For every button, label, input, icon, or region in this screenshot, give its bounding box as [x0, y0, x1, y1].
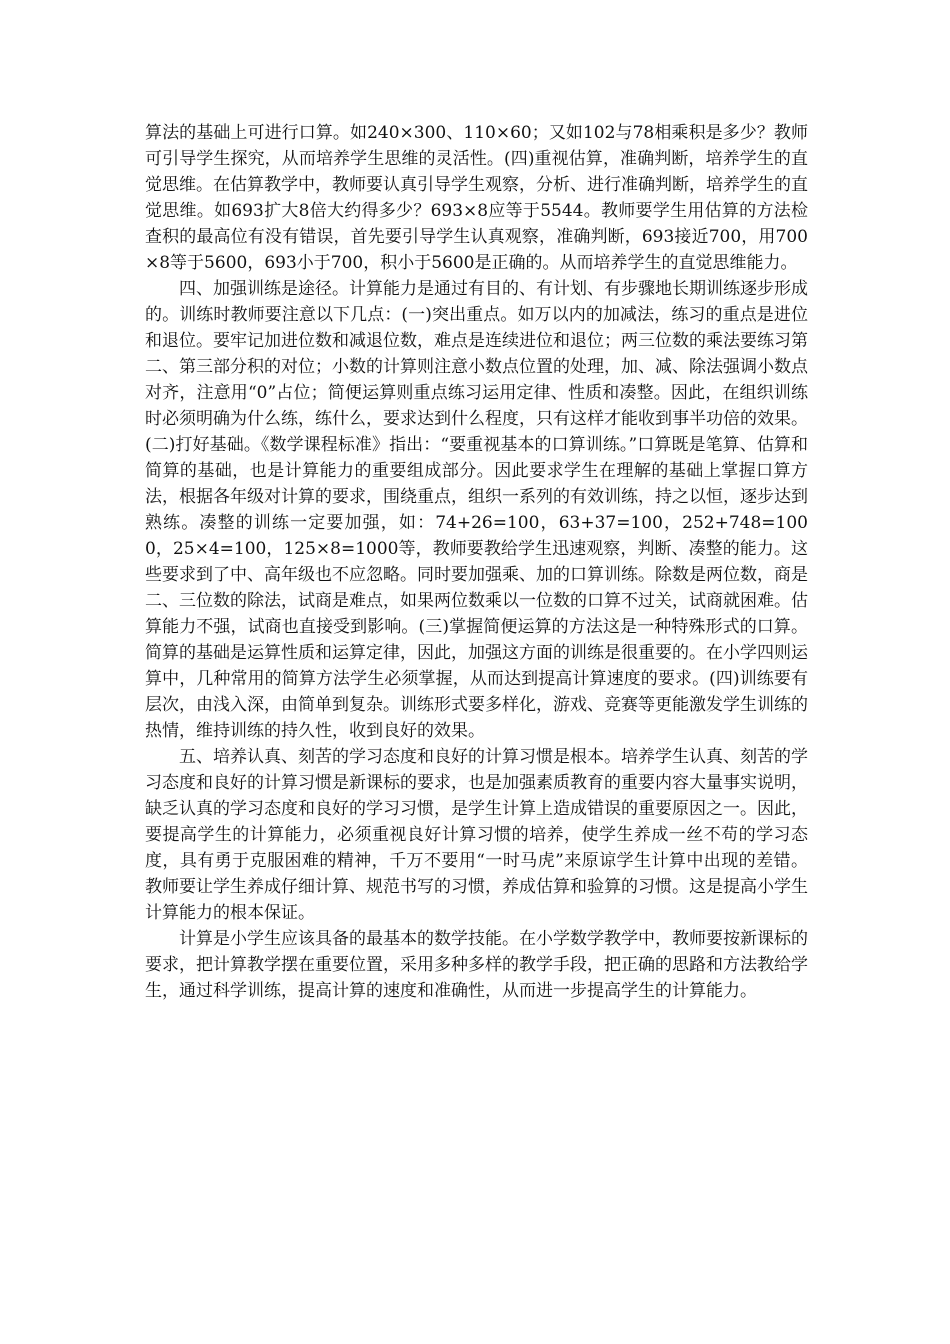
- paragraph-4: 计算是小学生应该具备的最基本的数学技能。在小学数学教学中，教师要按新课标的要求，把计算教学摆在重要位置，采用多种多样的教学手段，把正确的思路和方法教给学生，通过科学训练，提高计算的速度和准确性，从而进一步提高学生的计算能力。: [145, 929, 808, 1001]
- document-page: [145, 120, 808, 1004]
- paragraph-2: 四、加强训练是途径。计算能力是通过有目的、有计划、有步骤地长期训练逐步形成的。训练时教师要注意以下几点：(一)突出重点。如万以内的加减法，练习的重点是进位和退位。要牢记加进位数和减退位数，难点是连续进位和退位；两三位数的乘法要练习第二、第三部分积的对位；小数的计算则注意小数点位置的处理，加、减、除法强调小数点对齐，注意用“0”占位；简便运算则重点练习运用定律、性质和凑整。因此，在组织训练时必须明确为什么练，练什么，要求达到什么程度，只有这样才能收到事半功倍的效果。(二)打好基础。《数学课程标准》指出：“要重视基本的口算训练。”口算既是笔算、估算和简算的基础，也是计算能力的重要组成部分。因此要求学生在理解的基础上掌握口算方法，根据各年级对计算的要求，围绕重点，组织一系列的有效训练，持之以恒，逐步达到熟练。凑整的训练一定要加强，如：74+26=100，63+37=100，252+748=1000，25×4=100，125×8=1000等，教师要教给学生迅速观察，判断、凑整的能力。这些要求到了中、高年级也不应忽略。同时要加强乘、加的口算训练。除数是两位数，商是二、三位数的除法，试商是难点，如果两位数乘以一位数的口算不过关，试商就困难。估算能力不强，试商也直接受到影响。(三)掌握简便运算的方法这是一种特殊形式的口算。简算的基础是运算性质和运算定律，因此，加强这方面的训练是很重要的。在小学四则运算中，几种常用的简算方法学生必须掌握，从而达到提高计算速度的要求。(四)训练要有层次，由浅入深，由简单到复杂。训练形式要多样化，游戏、竞赛等更能激发学生训练的热情，维持训练的持久性，收到良好的效果。: [145, 279, 808, 741]
- paragraph-3: 五、培养认真、刻苦的学习态度和良好的计算习惯是根本。培养学生认真、刻苦的学习态度和良好的计算习惯是新课标的要求，也是加强素质教育的重要内容大量事实说明，缺乏认真的学习态度和良好的学习习惯，是学生计算上造成错误的重要原因之一。因此，要提高学生的计算能力，必须重视良好计算习惯的培养，使学生养成一丝不苟的学习态度，具有勇于克服困难的精神，千万不要用“一时马虎”来原谅学生计算中出现的差错。教师要让学生养成仔细计算、规范书写的习惯，养成估算和验算的习惯。这是提高小学生计算能力的根本保证。: [145, 747, 808, 923]
- paragraph-1: 算法的基础上可进行口算。如240×300、110×60；又如102与78相乘积是多少？教师可引导学生探究，从而培养学生思维的灵活性。(四)重视估算，准确判断，培养学生的直觉思维。在估算教学中，教师要认真引导学生观察，分析、进行准确判断，培养学生的直觉思维。如693扩大8倍大约得多少？693×8应等于5544。教师要学生用估算的方法检查积的最高位有没有错误，首先要引导学生认真观察，准确判断，693接近700，用700×8等于5600，693小于700，积小于5600是正确的。从而培养学生的直觉思维能力。: [145, 123, 808, 273]
